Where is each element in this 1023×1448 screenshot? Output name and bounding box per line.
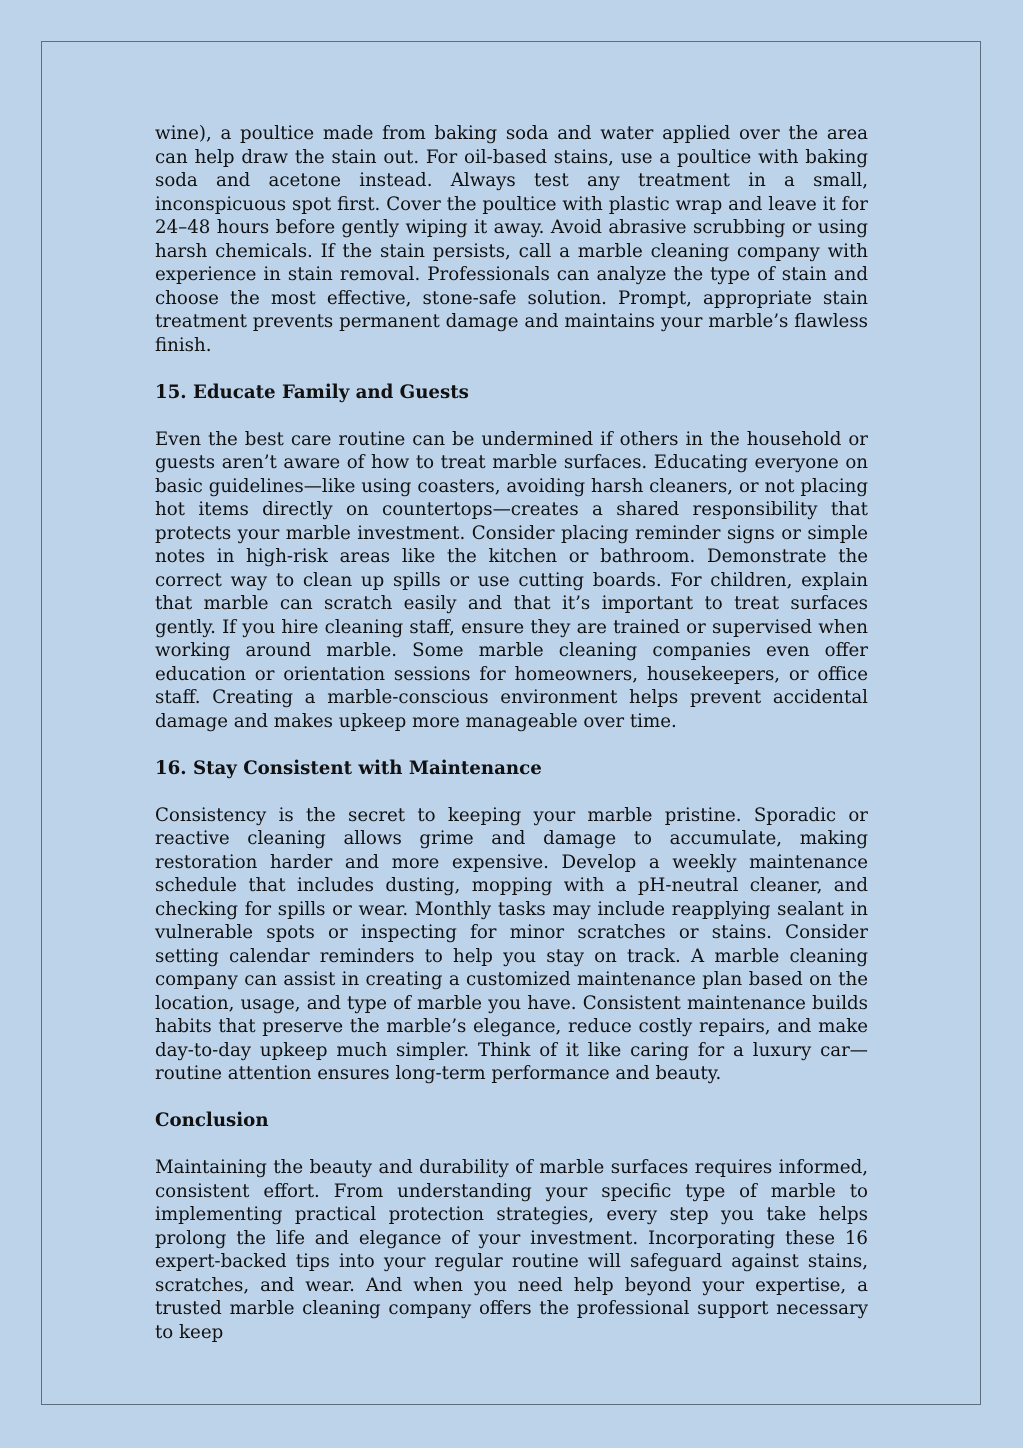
heading-conclusion: Conclusion bbox=[155, 1110, 269, 1131]
document-body bbox=[155, 122, 868, 1344]
heading-stay-consistent: 16. Stay Consistent with Maintenance bbox=[155, 757, 542, 779]
paragraph-stain-treatment: wine), a poultice made from baking soda and water applied over the area can help draw the stain out. For oil-based stains, use a poultice with baking soda and acetone instead. Always test any treatment in a small, inconspicuous spot first. Cover the poultice with plastic wrap and leave it for 24–48 hours before gently wiping it away. Avoid abrasive scrubbing or using harsh chemicals. If the stain persists, call a marble cleaning company with experience in stain removal. Professionals can analyze the type of stain and choose the most effective, stone-safe solution. Prompt, appropriate stain treatment prevents permanent damage and maintains your marble’s flawless finish. bbox=[155, 123, 868, 356]
heading-educate-family: 15. Educate Family and Guests bbox=[155, 381, 469, 403]
paragraph-stay-consistent: Consistency is the secret to keeping your marble pristine. Sporadic or reactive cleaning allows grime and damage to accumulate, making restoration harder and more expensive. Develop a weekly maintenance schedule that includes dusting, mopping with a pH-neutral cleaner, and checking for spills or wear. Monthly tasks may include reapplying sealant in vulnerable spots or inspecting for minor scratches or stains. Consider setting calendar reminders to help you stay on track. A marble cleaning company can assist in creating a customized maintenance plan based on the location, usage, and type of marble you have. Consistent maintenance builds habits that preserve the marble’s elegance, reduce costly repairs, and make day-to-day upkeep much simpler. Think of it like caring for a luxury car—routine attention ensures long-term performance and beauty. bbox=[155, 804, 868, 1084]
paragraph-conclusion: Maintaining the beauty and durability of marble surfaces requires informed, consistent effort. From understanding your specific type of marble to implementing practical protection strategies, every step you take helps prolong the life and elegance of your investment. Incorporating these 16 expert-backed tips into your regular routine will safeguard against stains, scratches, and wear. And when you need help beyond your expertise, a trusted marble cleaning company offers the professional support necessary to keep bbox=[155, 1157, 868, 1343]
paragraph-educate-family: Even the best care routine can be undermined if others in the household or guests aren’t aware of how to treat marble surfaces. Educating everyone on basic guidelines—like using coasters, avoiding harsh cleaners, or not placing hot items directly on countertops—creates a shared responsibility that protects your marble investment. Consider placing reminder signs or simple notes in high-risk areas like the kitchen or bathroom. Demonstrate the correct way to clean up spills or use cutting boards. For children, explain that marble can scratch easily and that it’s important to treat surfaces gently. If you hire cleaning staff, ensure they are trained or supervised when working around marble. Some marble cleaning companies even offer education or orientation sessions for homeowners, housekeepers, or office staff. Creating a marble-conscious environment helps prevent accidental damage and makes upkeep more manageable over time. bbox=[155, 428, 868, 732]
